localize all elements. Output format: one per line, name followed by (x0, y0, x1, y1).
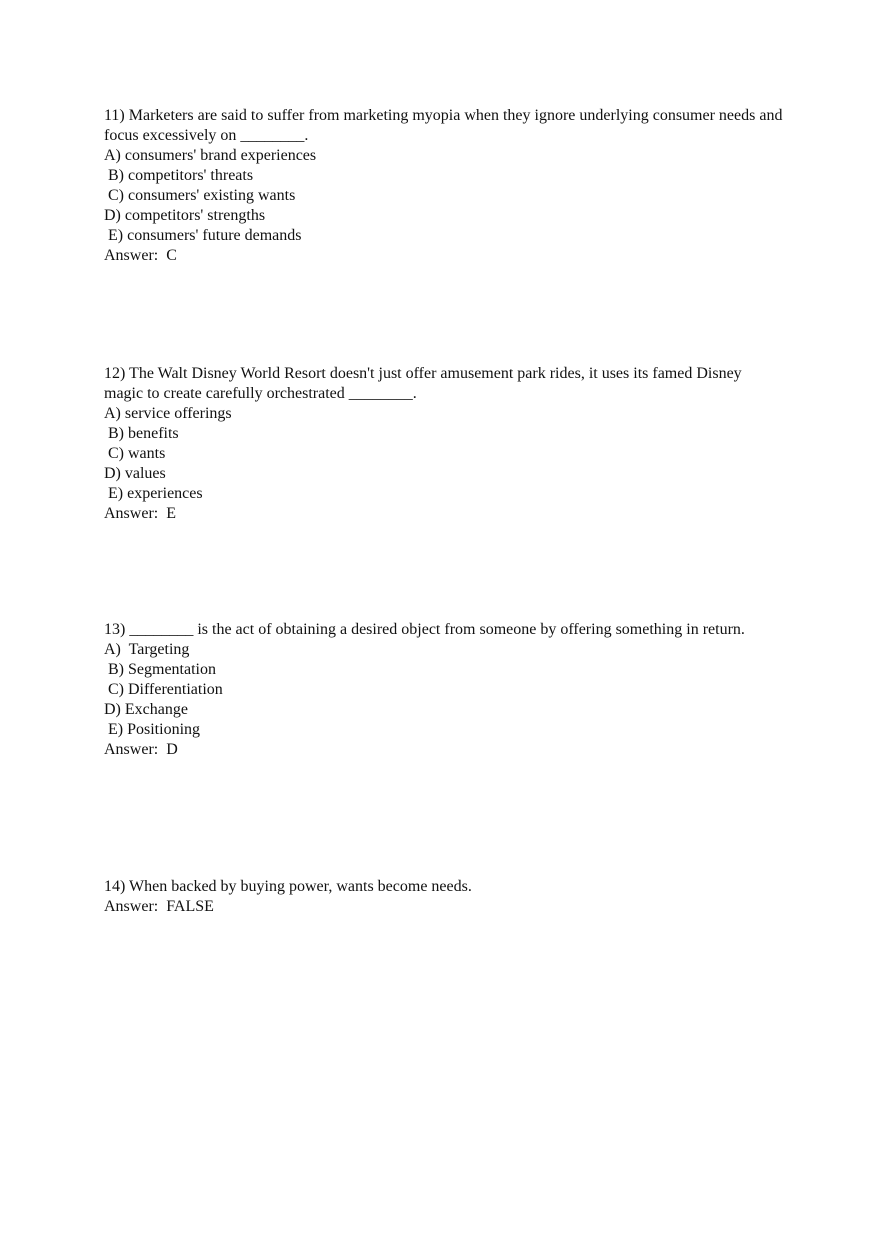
option-a: A) consumers' brand experiences (104, 147, 317, 164)
option-list (104, 404, 784, 504)
option-d: D) values (104, 465, 166, 482)
option-list (104, 146, 784, 246)
question-text: 14) When backed by buying power, wants become needs. (104, 878, 472, 895)
option-d: D) Exchange (104, 701, 188, 718)
question-13 (104, 620, 784, 760)
option-b: B) Segmentation (104, 661, 216, 678)
question-text: 12) The Walt Disney World Resort doesn't just offer amusement park rides, it uses its famed Disney magic to create carefully orchestrated ________. (104, 365, 742, 402)
option-e: E) consumers' future demands (104, 227, 302, 244)
answer-text: Answer: D (104, 741, 178, 758)
option-c: C) wants (104, 445, 166, 462)
option-e: E) Positioning (104, 721, 201, 738)
option-c: C) consumers' existing wants (104, 187, 296, 204)
question-text: 13) ________ is the act of obtaining a desired object from someone by offering something in return. (104, 621, 745, 638)
option-d: D) competitors' strengths (104, 207, 266, 224)
option-a: A) service offerings (104, 405, 232, 422)
question-text: 11) Marketers are said to suffer from marketing myopia when they ignore underlying consumer needs and focus excessively on ________. (104, 107, 783, 144)
answer-text: Answer: FALSE (104, 898, 214, 915)
option-e: E) experiences (104, 485, 203, 502)
question-14 (104, 877, 784, 917)
option-b: B) benefits (104, 425, 179, 442)
answer-text: Answer: E (104, 505, 176, 522)
option-a: A) Targeting (104, 641, 190, 658)
option-list (104, 640, 784, 740)
question-12 (104, 364, 784, 524)
option-b: B) competitors' threats (104, 167, 254, 184)
question-11 (104, 106, 784, 266)
option-c: C) Differentiation (104, 681, 223, 698)
answer-text: Answer: C (104, 247, 177, 264)
